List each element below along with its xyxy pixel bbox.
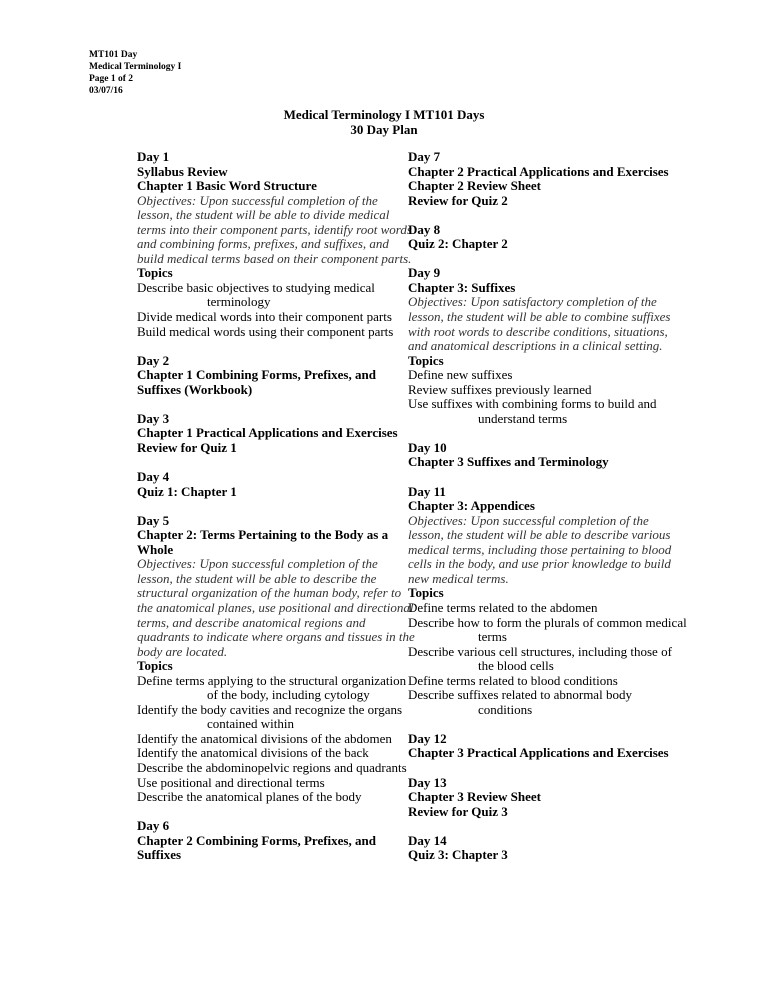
topic-line: Define new suffixes: [408, 367, 513, 383]
heading-line: Day 4: [137, 469, 170, 485]
document-header: [89, 49, 181, 97]
heading-line: Topics: [408, 585, 444, 601]
topic-line: Define terms applying to the structural organization: [137, 672, 407, 688]
heading-line: Day 2: [137, 352, 170, 368]
topic-line: Describe the anatomical planes of the body: [137, 789, 362, 805]
heading-line: Suffixes: [137, 847, 182, 863]
topic-line: Define terms related to the abdomen: [408, 599, 598, 615]
day-section: [137, 149, 412, 339]
heading-line: Topics: [137, 658, 173, 674]
day-section: [408, 485, 698, 718]
heading-line: Chapter 1 Combining Forms, Prefixes, and: [137, 367, 376, 383]
header-subject: Medical Terminology I: [89, 62, 182, 72]
heading-line: Chapter 1 Practical Applications and Exercises: [137, 425, 398, 441]
day-section: [137, 412, 397, 456]
heading-line: Review for Quiz 1: [137, 439, 237, 455]
objective-line: lesson, the student will be able to describe the: [137, 570, 377, 586]
heading-line: Topics: [137, 265, 173, 281]
header-date: 03/07/16: [89, 86, 123, 96]
heading-line: Chapter 2 Practical Applications and Exercises: [408, 163, 669, 179]
heading-line: Review for Quiz 2: [408, 192, 508, 208]
objective-line: lesson, the student will be able to describe various: [408, 527, 671, 543]
day-section: [408, 732, 698, 761]
objective-line: new medical terms.: [408, 570, 509, 586]
heading-line: Quiz 2: Chapter 2: [408, 236, 508, 252]
heading-line: Chapter 2: Terms Pertaining to the Body as a: [137, 527, 389, 543]
day-section: [408, 776, 698, 820]
day-section: [408, 150, 698, 208]
objective-line: quadrants to indicate where organs and tissues in the: [137, 629, 415, 645]
heading-line: Chapter 3: Suffixes: [408, 279, 516, 295]
objective-line: terms into their component parts, identify root words: [137, 221, 412, 237]
left-column: [137, 149, 415, 877]
heading-line: Day 3: [137, 410, 170, 426]
objective-line: and combining forms, prefixes, and suffixes, and: [137, 236, 389, 252]
title-line-2: 30 Day Plan: [350, 122, 418, 137]
topic-line: of the body, including cytology: [207, 687, 370, 703]
objective-line: Objectives: Upon successful completion of the: [408, 512, 649, 528]
heading-line: Day 5: [137, 512, 170, 528]
topic-line: Use positional and directional terms: [137, 774, 325, 790]
heading-line: Syllabus Review: [137, 163, 228, 179]
topic-line: terminology: [207, 294, 271, 310]
heading-line: Day 13: [408, 774, 447, 790]
objective-line: Objectives: Upon satisfactory completion of the: [408, 294, 657, 310]
objective-line: the anatomical planes, use positional and directional: [137, 599, 414, 615]
heading-line: Day 6: [137, 818, 170, 834]
topic-line: conditions: [478, 701, 533, 717]
day-section: [408, 266, 698, 426]
heading-line: Day 8: [408, 221, 441, 237]
topic-line: Divide medical words into their component parts: [137, 309, 392, 325]
day-section: [137, 512, 415, 805]
objective-line: structural organization of the human body, refer to: [137, 585, 402, 601]
objective-line: and anatomical descriptions in a clinical setting.: [408, 338, 663, 354]
heading-line: Day 1: [137, 149, 170, 164]
objective-line: lesson, the student will be able to combine suffixes: [408, 309, 671, 325]
day-section: [137, 470, 397, 499]
objective-line: lesson, the student will be able to divide medical: [137, 207, 390, 223]
topic-line: Build medical words using their component parts: [137, 323, 394, 339]
day-section: [408, 223, 698, 252]
heading-line: Quiz 1: Chapter 1: [137, 483, 237, 499]
heading-line: Day 7: [408, 149, 441, 164]
topic-line: understand terms: [478, 410, 568, 426]
day-section: [408, 441, 698, 470]
objective-line: with root words to describe conditions, situations,: [408, 323, 668, 339]
header-course: MT101 Day: [89, 50, 138, 60]
day-section: [137, 354, 397, 398]
document-title: [0, 107, 768, 137]
heading-line: Review for Quiz 3: [408, 803, 508, 819]
objective-line: terms, and describe anatomical regions and: [137, 614, 366, 630]
day-section: [408, 834, 698, 863]
heading-line: Suffixes (Workbook): [137, 381, 253, 397]
heading-line: Chapter 3 Practical Applications and Exercises: [408, 745, 669, 761]
heading-line: Chapter 3: Appendices: [408, 498, 535, 514]
heading-line: Chapter 2 Combining Forms, Prefixes, and: [137, 832, 376, 848]
topic-line: Identify the body cavities and recognize the organs: [137, 701, 403, 717]
topic-line: Use suffixes with combining forms to build and: [408, 396, 657, 412]
title-line-1: Medical Terminology I MT101 Days: [283, 107, 485, 122]
topic-line: Identify the anatomical divisions of the abdomen: [137, 730, 392, 746]
heading-line: Chapter 3 Suffixes and Terminology: [408, 454, 609, 470]
heading-line: Day 14: [408, 832, 447, 848]
heading-line: Quiz 3: Chapter 3: [408, 847, 508, 863]
heading-line: Chapter 2 Review Sheet: [408, 178, 541, 194]
heading-line: Chapter 1 Basic Word Structure: [137, 178, 317, 194]
objective-line: medical terms, including those pertaining to blood: [408, 541, 672, 557]
heading-line: Day 10: [408, 439, 447, 455]
topic-line: Describe suffixes related to abnormal body: [408, 687, 632, 703]
heading-line: Day 11: [408, 483, 446, 499]
topic-line: Define terms related to blood conditions: [408, 672, 618, 688]
heading-line: Topics: [408, 352, 444, 368]
topic-line: Describe basic objectives to studying medical: [137, 279, 375, 295]
day-section: [137, 819, 397, 863]
heading-line: Day 9: [408, 265, 441, 281]
objective-line: Objectives: Upon successful completion of the: [137, 192, 378, 208]
topic-line: Identify the anatomical divisions of the back: [137, 745, 369, 761]
heading-line: Whole: [137, 541, 174, 557]
topic-line: terms: [478, 629, 507, 645]
heading-line: Chapter 3 Review Sheet: [408, 789, 541, 805]
objective-line: body are located.: [137, 643, 228, 659]
objective-line: Objectives: Upon successful completion of the: [137, 556, 378, 572]
heading-line: Day 12: [408, 730, 447, 746]
topic-line: Describe various cell structures, including those of: [408, 643, 672, 659]
right-column: [408, 150, 698, 877]
objective-line: build medical terms based on their component parts.: [137, 250, 412, 266]
topic-line: the blood cells: [478, 658, 554, 674]
header-page: Page 1 of 2: [89, 74, 134, 84]
topic-line: Review suffixes previously learned: [408, 381, 592, 397]
topic-line: Describe the abdominopelvic regions and quadrants: [137, 759, 407, 775]
objective-line: cells in the body, and use prior knowledge to build: [408, 556, 671, 572]
topic-line: contained within: [207, 716, 295, 732]
topic-line: Describe how to form the plurals of common medical: [408, 614, 687, 630]
